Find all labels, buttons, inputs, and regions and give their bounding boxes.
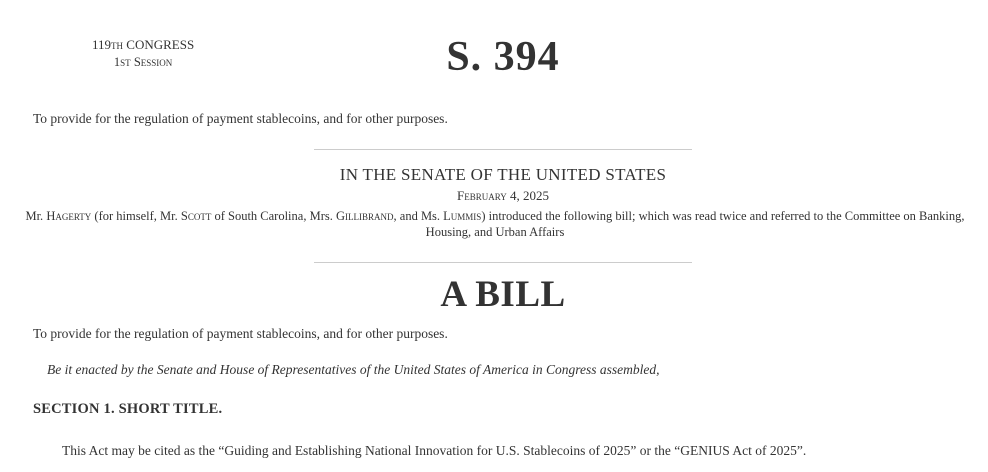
sponsor-line [0,208,988,240]
congress-number-suffix: th [111,37,124,52]
divider-rule-top [314,149,692,150]
bill-heading: A BILL [440,274,566,315]
session-number: 1 [113,54,121,69]
congress-session-block [92,37,194,70]
session-word: Session [133,54,173,69]
divider-rule-bottom [314,262,692,263]
section-1-text: This Act may be cited as the “Guiding and Establishing National Innovation for U.S. Stablecoins of 2025” or the “GENIUS Act of 2025”. [62,443,807,458]
purpose-clause: To provide for the regulation of payment stablecoins, and for other purposes. [33,111,448,126]
sponsor-segment: (for himself, Mr. [91,209,181,223]
sponsor-name-scott: Scott [180,209,212,223]
introduction-date [0,188,988,204]
introduction-date-text: February 4, 2025 [457,188,549,203]
purpose-clause-repeat: To provide for the regulation of payment stablecoins, and for other purposes. [33,326,448,341]
chamber-heading: IN THE SENATE OF THE UNITED STATES [339,165,667,184]
bill-number: S. 394 [446,34,560,80]
session-line [92,54,194,70]
sponsor-name-hagerty: Hagerty [46,209,92,223]
sponsor-segment: of South Carolina, Mrs. [211,209,336,223]
sponsor-name-gillibrand: Gillibrand [335,209,394,223]
sponsor-segment: , and Ms. [393,209,444,223]
congress-number: 119 [92,37,112,52]
session-number-suffix: st [120,54,131,69]
congress-line [92,37,194,54]
sponsor-name-lummis: Lummis [443,209,482,223]
section-1-heading: SECTION 1. SHORT TITLE. [33,401,223,417]
sponsor-segment: Mr. [25,209,47,223]
congress-word: CONGRESS [126,37,195,52]
enacting-clause: Be it enacted by the Senate and House of Representatives of the United States of America in Congress assembled, [47,362,660,377]
sponsor-segment: ) introduced the following bill; which was read twice and referred to the Committee on Banking, Housing, and Urban Affairs [425,209,965,239]
bill-header [0,34,988,86]
